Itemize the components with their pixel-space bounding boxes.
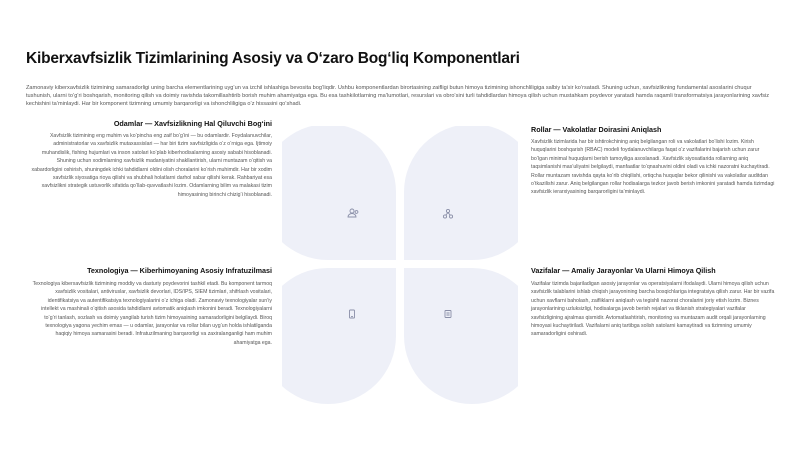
intro-paragraph: Zamonaviy kiberxavfsizlik tizimining samaradorligi uning barcha elementlarining uyg‘un va izchil ishlashiga bevosita bog‘liqdir. Ushbu komponentlardan birortasining zaifligi butun himoya tizimining ishonchliligiga salbiy ta’sir ko‘rsatadi. Shuning uchun, xavfsizlikning fundamental asoslarini chuqur tushunish, ularni to‘g‘ri boshqarish, monitoring qilish va doimiy ravishda takomillashtirib borish muhim ahamiyatga ega. Bu esa tashkilotlarning ma’lumotlari, resurslari va obro‘sini turli tahdidlardan himoya qilish uchun mustahkam poydevor yaratadi hamda raqamli transformatsiya jarayonlarining xavfsiz kechishini ta’minlaydi. Har bir komponent tizimning umumiy barqarorligi va ishonchliligiga o‘z hissasini qo‘shadi. [26, 85, 770, 108]
petal-tasks [404, 268, 518, 404]
section-technology-text: Texnologiya kiberxavfsizlik tizimining moddiy va dasturiy poydevorini tashkil etadi. Bu komponent tarmoq xavfsizlik vositalari, antiviruslar, xavfsizlik devorlari, IDS/IPS, SIEM tizimlari, shifrlash vositalari, identifikatsiya va autentifikatsiya texnologiyalarini o‘z ichiga oladi. Zamonaviy texnologiyalar sun’iy intellekt va mashinali o‘qitish asosida tahdidlarni avtomatik aniqlash imkonini beradi. Texnologiyalarni to‘g‘ri tanlash, sozlash va doimiy yangilab turish tizim himoyasining samaradorligini belgilaydi. Biroq texnologiya yagona yechim emas — u odamlar, jarayonlar va rollar bilan uyg‘un holda ishlatilganda haqiqiy himoya samarasini beradi. Infratuzilmaning barqarorligi va zaxiralanganligi ham muhim ahamiyatga ega. [32, 281, 272, 346]
petal-people [282, 126, 396, 260]
section-people-text: Xavfsizlik tizimining eng muhim va ko‘pincha eng zaif bo‘g‘ini — bu odamlardir. Foydalanuvchilar, administratorlar va xavfsizlik mutaxassislari — har biri tizim xavfsizligida o‘z o‘rniga ega. Ijtimoiy muhandislik, fishing hujumlari va inson xatolari ko‘plab kiberhodisalarning asosiy sababi hisoblanadi. Shuning uchun xodimlarning xavfsizlik madaniyatini shakllantirish, ularni muntazam o‘qitish va xabardorligini oshirish, shuningdek ichki tahdidlarni oldini olish choralarini ko‘rish muhimdir. Har bir xodim xavfsizlik siyosatiga rioya qilishi va shubhali holatlarni darhol xabar qilishi kerak. Rahbariyat esa xavfsizlikni strategik ustuvorlik sifatida qo‘llab-quvvatlashi lozim. Odamlarning bilim va malakasi tizim himoyasining birinchi chizig‘i hisoblanadi. [31, 133, 272, 198]
section-roles-text: Xavfsizlik tizimlarida har bir ishtirokchining aniq belgilangan roli va vakolatlari bo‘lishi lozim. Kirish huquqlarini boshqarish (RBAC) modeli foydalanuvchilarga faqat o‘z vazifalarini bajarish uchun zarur bo‘lgan minimal huquqlarni berish tamoyiliga asoslanadi. Xavfsizlik siyosatlarida rollarning aniq taqsimlanishi mas’uliyatni belgilaydi, manfaatlar to‘qnashuvini oldini oladi va ichki nazoratni kuchaytiradi. Rollar muntazam ravishda qayta ko‘rib chiqilishi, ortiqcha huquqlar bekor qilinishi va vakolatlar auditdan o‘tkazilishi zarur. Aniq belgilangan rollar hodisalarga tezkor javob berish imkonini yaratadi hamda tizimdagi xavfsizlik ierarxiyasining barqarorligini ta’minlaydi. [531, 139, 775, 196]
four-petal-diagram [282, 126, 518, 404]
section-people-title: Odamlar — Xavfsizlikning Hal Qiluvchi Bog‘ini [113, 119, 272, 128]
section-roles-title: Rollar — Vakolatlar Doirasini Aniqlash [531, 125, 662, 134]
petal-roles [404, 126, 518, 260]
petal-technology [282, 268, 396, 404]
page-title: Kiberxavfsizlik Tizimlarining Asosiy va O‘zaro Bog‘liq Komponentlari [26, 50, 520, 67]
section-tasks-text: Vazifalar tizimda bajariladigan asosiy jarayonlar va operatsiyalarni ifodalaydi. Ularni himoya qilish uchun xavfsizlik talablarini ishlab chiqish jarayonining barcha bosqichlariga integratsiya qilish zarur. Har bir vazifa uchun xavflarni baholash, zaifliklarni aniqlash va tegishli nazorat choralarini joriy etish lozim. Biznes jarayonlarining uzluksizligi, hodisalarga javob berish rejalari va tiklanish strategiyalari vazifalar xavfsizligining ajralmas qismidir. Avtomatlashtirish, monitoring va muntazam audit orqali jarayonlarning himoyasi kuchaytiriladi. Vazifalarni aniq tartibga solish xatolarni kamaytiradi va tizimning umumiy samaradorligini oshiradi. [531, 281, 775, 338]
section-tasks-title: Vazifalar — Amaliy Jarayonlar Va Ularni Himoya Qilish [531, 266, 716, 275]
section-technology-title: Texnologiya — Kiberhimoyaning Asosiy Infratuzilmasi [87, 266, 272, 275]
